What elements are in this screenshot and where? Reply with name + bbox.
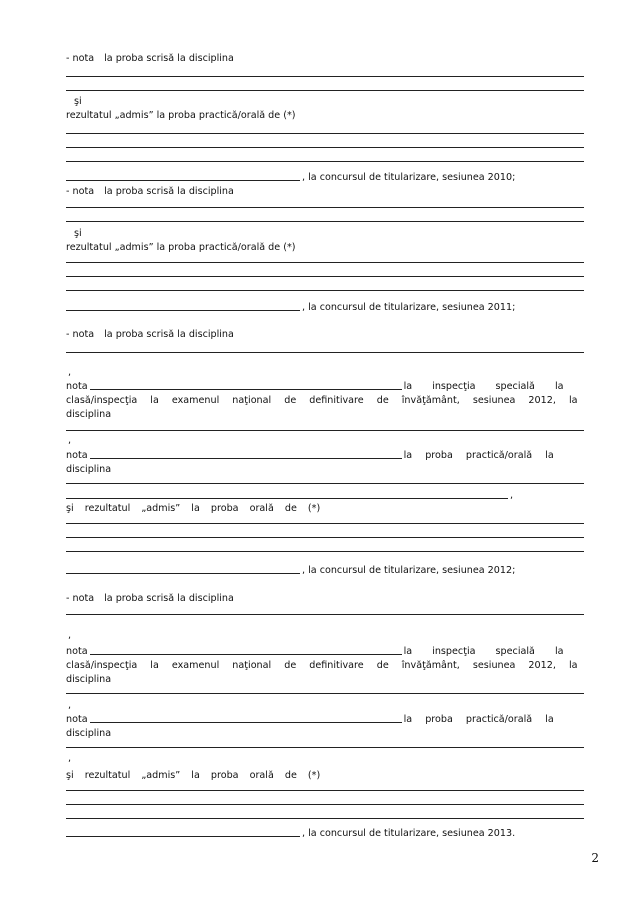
concurs-row-2010 <box>66 169 584 183</box>
admis-orala-row <box>66 500 584 514</box>
discipline-line[interactable] <box>66 207 584 208</box>
nota-label: nota <box>66 450 88 461</box>
blank-line[interactable] <box>66 430 584 431</box>
clasa-label: clasă/inspecţia la examenul naţional de definitivare de învăţământ, sesiunea 2012, la <box>66 660 578 671</box>
nota-label: nota <box>66 646 88 657</box>
blank-line[interactable] <box>66 747 584 748</box>
concurs-row-2013 <box>66 825 584 839</box>
disciplina-row <box>66 461 584 475</box>
proba-scrisa-label: la proba scrisă la disciplina <box>104 53 234 64</box>
blank-line[interactable] <box>66 290 584 291</box>
proba-practica-label: la proba practică/orală la <box>403 714 554 725</box>
comma-row <box>66 432 584 446</box>
admis-label: rezultatul „admis” la proba practică/orală de (*) <box>66 242 296 253</box>
nota-field[interactable] <box>90 450 402 459</box>
concurs-label: , la concursul de titularizare, sesiunea 2011; <box>302 302 516 313</box>
disciplina-label: disciplina <box>66 728 112 739</box>
comma-row <box>66 627 584 641</box>
clasa-row <box>66 657 584 671</box>
comma-row <box>66 697 584 711</box>
nota-label: - nota <box>66 53 95 64</box>
concurs-row-2012 <box>66 562 584 576</box>
nota-row-2013 <box>66 590 584 604</box>
disciplina-label: disciplina <box>66 464 112 475</box>
inspectie-label: la inspecţia specială la <box>403 646 564 657</box>
comma: , <box>68 753 72 764</box>
inspectie-nota-row <box>66 643 584 657</box>
comma: , <box>68 435 72 446</box>
inspectie-label: la inspecţia specială la <box>403 381 564 392</box>
blank-line[interactable] <box>66 804 584 805</box>
admis-orala-label: şi rezultatul „admis” la proba orală de (*) <box>66 503 321 514</box>
nota-field[interactable] <box>90 381 402 390</box>
disciplina-label: disciplina <box>66 409 112 420</box>
page-number: 2 <box>591 851 599 865</box>
si-label: şi <box>74 96 82 107</box>
concurs-label: , la concursul de titularizare, sesiunea 2010; <box>302 172 516 183</box>
proba-scrisa-label: la proba scrisă la disciplina <box>104 329 234 340</box>
nota-label: - nota <box>66 593 95 604</box>
discipline-line[interactable] <box>66 614 584 615</box>
discipline-line[interactable] <box>66 76 584 77</box>
concurs-label: , la concursul de titularizare, sesiunea 2012; <box>302 565 516 576</box>
discipline-line[interactable] <box>66 90 584 91</box>
blank-line[interactable] <box>66 133 584 134</box>
nota-field[interactable] <box>90 714 402 723</box>
comma: , <box>68 700 72 711</box>
inspectie-nota-row <box>66 378 584 392</box>
blank-line[interactable] <box>66 276 584 277</box>
comma: , <box>510 490 514 501</box>
concurs-field[interactable] <box>66 565 300 574</box>
blank-line[interactable] <box>66 262 584 263</box>
practica-nota-row <box>66 711 584 725</box>
blank-line[interactable] <box>66 161 584 162</box>
blank-line[interactable] <box>66 790 584 791</box>
concurs-row-2011 <box>66 299 584 313</box>
nota-label: - nota <box>66 329 95 340</box>
disciplina-label: disciplina <box>66 674 112 685</box>
blank-field[interactable] <box>66 490 508 499</box>
nota-label: nota <box>66 381 88 392</box>
discipline-line[interactable] <box>66 352 584 353</box>
admis-row <box>66 239 584 253</box>
disciplina-row <box>66 725 584 739</box>
nota-label: - nota <box>66 186 95 197</box>
si-row <box>66 93 584 107</box>
disciplina-row <box>66 671 584 685</box>
blank-line[interactable] <box>66 551 584 552</box>
comma-row <box>66 364 584 378</box>
nota-row-2011 <box>66 183 584 197</box>
blank-line[interactable] <box>66 537 584 538</box>
nota-label: nota <box>66 714 88 725</box>
admis-orala-label: şi rezultatul „admis” la proba orală de (*) <box>66 770 321 781</box>
admis-row <box>66 107 584 121</box>
si-row <box>66 225 584 239</box>
proba-scrisa-label: la proba scrisă la disciplina <box>104 593 234 604</box>
admis-label: rezultatul „admis” la proba practică/orală de (*) <box>66 110 296 121</box>
blank-line[interactable] <box>66 818 584 819</box>
concurs-label: , la concursul de titularizare, sesiunea 2013. <box>302 828 516 839</box>
nota-field[interactable] <box>90 646 402 655</box>
proba-practica-label: la proba practică/orală la <box>403 450 554 461</box>
clasa-label: clasă/inspecţia la examenul naţional de definitivare de învăţământ, sesiunea 2012, la <box>66 395 578 406</box>
practica-nota-row <box>66 447 584 461</box>
concurs-field[interactable] <box>66 302 300 311</box>
si-label: şi <box>74 228 82 239</box>
comma: , <box>68 367 72 378</box>
concurs-field[interactable] <box>66 172 300 181</box>
comma: , <box>68 630 72 641</box>
admis-orala-row <box>66 767 584 781</box>
clasa-row <box>66 392 584 406</box>
blank-line[interactable] <box>66 693 584 694</box>
concurs-field[interactable] <box>66 828 300 837</box>
nota-row-2010 <box>66 50 584 64</box>
blank-line[interactable] <box>66 483 584 484</box>
comma-row <box>66 750 584 764</box>
proba-scrisa-label: la proba scrisă la disciplina <box>104 186 234 197</box>
discipline-line[interactable] <box>66 221 584 222</box>
blank-line[interactable] <box>66 147 584 148</box>
comma-row <box>66 487 584 501</box>
blank-line[interactable] <box>66 523 584 524</box>
nota-row-2012 <box>66 326 584 340</box>
disciplina-row <box>66 406 584 420</box>
